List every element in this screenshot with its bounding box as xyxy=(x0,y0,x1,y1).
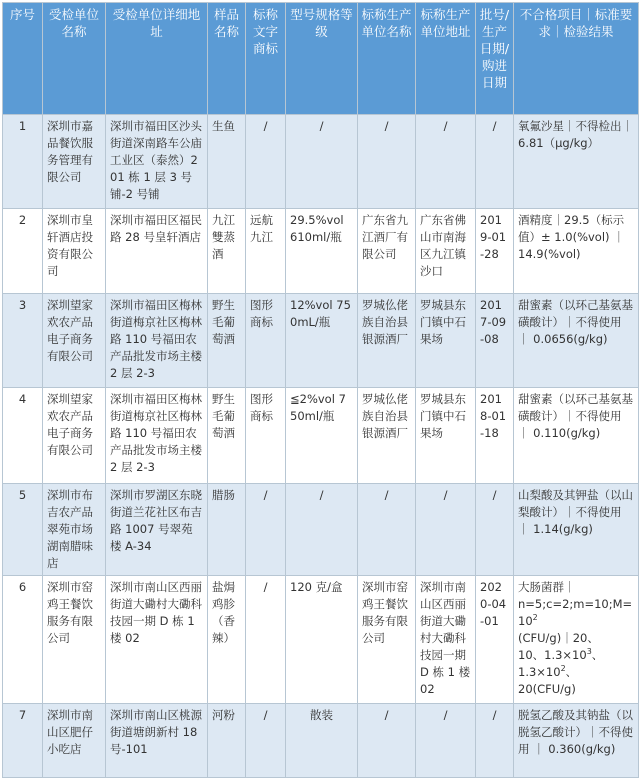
cell-brand: / xyxy=(246,704,286,778)
col-header-producer: 标称生产单位名称 xyxy=(358,3,416,115)
col-header-date: 批号/生产日期/购进日期 xyxy=(476,3,514,115)
cell-no: 5 xyxy=(3,484,43,576)
cell-producer: 罗城仫佬族自治县银源酒厂 xyxy=(358,388,416,484)
cell-unit: 深圳市皇轩酒店投资有限公司 xyxy=(43,209,106,294)
col-header-brand: 标称文字商标 xyxy=(246,3,286,115)
cell-no: 3 xyxy=(3,294,43,388)
cell-date: / xyxy=(476,484,514,576)
cell-spec: 120 克/盒 xyxy=(286,576,358,704)
result-line: 、 xyxy=(591,648,604,662)
cell-producer-address: 深圳市南山区西丽街道大磡村大磡科技园一期 D 栋 1 楼 02 xyxy=(416,576,476,704)
cell-unit: 深圳市南山区肥仔小吃店 xyxy=(43,704,106,778)
cell-sample: 野生毛葡萄酒 xyxy=(208,388,246,484)
table-row xyxy=(3,388,639,484)
cell-sample: 生鱼 xyxy=(208,115,246,209)
cell-producer-address: 罗城县东门镇中石果场 xyxy=(416,294,476,388)
cell-spec: 29.5%vol 610ml/瓶 xyxy=(286,209,358,294)
cell-brand: / xyxy=(246,484,286,576)
header-row xyxy=(3,3,639,115)
superscript: 3 xyxy=(586,647,592,657)
col-header-spec: 型号规格等级 xyxy=(286,3,358,115)
superscript: 2 xyxy=(560,664,566,674)
cell-address: 深圳市福田区梅林街道梅京社区梅林路 110 号福田农产品批发市场主楼 2 层 2-3 xyxy=(106,294,208,388)
cell-unit: 深圳望家欢农产品电子商务有限公司 xyxy=(43,294,106,388)
cell-address: 深圳市福田区福民路 28 号皇轩酒店 xyxy=(106,209,208,294)
cell-no: 6 xyxy=(3,576,43,704)
cell-producer: / xyxy=(358,704,416,778)
cell-sample: 盐焗鸡胗（香辣） xyxy=(208,576,246,704)
cell-unit: 深圳市窑鸡王餐饮服务有限公司 xyxy=(43,576,106,704)
cell-sample: 腊肠 xyxy=(208,484,246,576)
result-line: 20(CFU/g) xyxy=(518,682,576,696)
cell-producer-address: / xyxy=(416,484,476,576)
cell-producer-address: 广东省佛山市南海区九江镇沙口 xyxy=(416,209,476,294)
cell-spec: / xyxy=(286,115,358,209)
cell-address: 深圳市南山区西丽街道大磡村大磡科技园一期 D 栋 1 楼 02 xyxy=(106,576,208,704)
cell-address: 深圳市罗湖区东晓街道兰花社区布吉路 1007 号翠苑楼 A-34 xyxy=(106,484,208,576)
result-line: n=5;c=2;m=10;M=10 xyxy=(518,597,633,628)
result-line: 1.3×10 xyxy=(518,665,561,679)
cell-address: 深圳市南山区桃源街道塘朗新村 18 号-101 xyxy=(106,704,208,778)
cell-sample: 九江雙蒸酒 xyxy=(208,209,246,294)
result-line: 、 xyxy=(565,665,578,679)
cell-producer: 罗城仫佬族自治县银源酒厂 xyxy=(358,294,416,388)
superscript: 2 xyxy=(532,613,538,623)
cell-result: 氧氟沙星｜不得检出｜ 6.81（μg/kg） xyxy=(514,115,639,209)
cell-producer: / xyxy=(358,484,416,576)
table-row xyxy=(3,294,639,388)
cell-brand: 图形商标 xyxy=(246,294,286,388)
cell-spec: 12%vol 750mL/瓶 xyxy=(286,294,358,388)
cell-date: 2019-01-28 xyxy=(476,209,514,294)
cell-result: 山梨酸及其钾盐（以山梨酸计）｜不得使用 ｜ 1.14(g/kg) xyxy=(514,484,639,576)
cell-sample: 河粉 xyxy=(208,704,246,778)
cell-result: 甜蜜素（以环己基氨基磺酸计）｜不得使用 ｜ 0.110(g/kg) xyxy=(514,388,639,484)
cell-date: 2018-01-18 xyxy=(476,388,514,484)
cell-address: 深圳市福田区沙头街道深南路车公庙工业区（泰然）201 栋 1 层 3 号铺-2 号铺 xyxy=(106,115,208,209)
col-header-unit: 受检单位名称 xyxy=(43,3,106,115)
cell-result: 脱氢乙酸及其钠盐（以脱氢乙酸计）｜不得使用 ｜ 0.360(g/kg) xyxy=(514,704,639,778)
cell-unit: 深圳市布吉农产品翠苑市场湖南腊味店 xyxy=(43,484,106,576)
result-line: (CFU/g)｜20、 xyxy=(518,631,599,645)
cell-result: 酒精度｜29.5（标示值）± 1.0(%vol) ｜ 14.9(%vol) xyxy=(514,209,639,294)
cell-no: 7 xyxy=(3,704,43,778)
table-row xyxy=(3,704,639,778)
col-header-producer-address: 标称生产单位地址 xyxy=(416,3,476,115)
cell-address: 深圳市福田区梅林街道梅京社区梅林路 110 号福田农产品批发市场主楼 2 层 2-3 xyxy=(106,388,208,484)
cell-date: / xyxy=(476,115,514,209)
cell-no: 2 xyxy=(3,209,43,294)
cell-brand: 远航九江 xyxy=(246,209,286,294)
cell-date: / xyxy=(476,704,514,778)
cell-producer: 深圳市窑鸡王餐饮服务有限公司 xyxy=(358,576,416,704)
table-row xyxy=(3,576,639,704)
cell-producer: 广东省九江酒厂有限公司 xyxy=(358,209,416,294)
cell-unit: 深圳市嘉品餐饮服务管理有限公司 xyxy=(43,115,106,209)
cell-spec: / xyxy=(286,484,358,576)
cell-unit: 深圳望家欢农产品电子商务有限公司 xyxy=(43,388,106,484)
cell-no: 1 xyxy=(3,115,43,209)
cell-producer-address: 罗城县东门镇中石果场 xyxy=(416,388,476,484)
result-line: 大肠菌群｜ xyxy=(518,580,576,594)
cell-date: 2017-09-08 xyxy=(476,294,514,388)
col-header-no: 序号 xyxy=(3,3,43,115)
cell-brand: / xyxy=(246,576,286,704)
cell-result: 甜蜜素（以环己基氨基磺酸计）｜不得使用 ｜ 0.0656(g/kg) xyxy=(514,294,639,388)
cell-brand: / xyxy=(246,115,286,209)
cell-no: 4 xyxy=(3,388,43,484)
cell-sample: 野生毛葡萄酒 xyxy=(208,294,246,388)
cell-result xyxy=(514,576,639,704)
cell-date: 2020-04-01 xyxy=(476,576,514,704)
table-row xyxy=(3,484,639,576)
cell-producer-address: / xyxy=(416,115,476,209)
table-row xyxy=(3,115,639,209)
inspection-table xyxy=(2,2,639,778)
cell-spec: ≦2%vol 750ml/瓶 xyxy=(286,388,358,484)
cell-brand: 图形商标 xyxy=(246,388,286,484)
cell-producer-address: / xyxy=(416,704,476,778)
cell-producer: / xyxy=(358,115,416,209)
col-header-result: 不合格项目｜标准要求｜检验结果 xyxy=(514,3,639,115)
col-header-address: 受检单位详细地址 xyxy=(106,3,208,115)
result-line: 10、1.3×10 xyxy=(518,648,587,662)
table-row xyxy=(3,209,639,294)
col-header-sample: 样品名称 xyxy=(208,3,246,115)
cell-spec: 散装 xyxy=(286,704,358,778)
